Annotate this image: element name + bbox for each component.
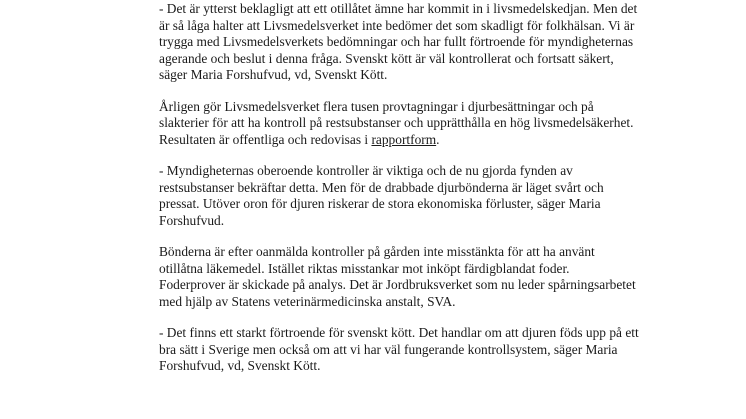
paragraph-sampling (159, 99, 639, 149)
paragraph-sampling-end: . (436, 131, 440, 147)
press-release-body (159, 1, 639, 390)
paragraph-quote-3: - Det finns ett starkt förtroende för svenskt kött. Det handlar om att djuren föds upp på ett bra sätt i Sverige men också om att vi har väl fungerande kontrollsystem, säger Maria Forshufvud, vd, Svenskt Kött. (159, 325, 639, 373)
paragraph-sampling-text: Årligen gör Livsmedelsverket flera tusen provtagningar i djurbesättningar och på slakterier för att ha kontroll på restsubstanser och upprätthålla en hög livsmedelsäkerhet. Resultaten är offentliga och redovisas i (159, 98, 634, 147)
rapportform-link[interactable]: rapportform (371, 131, 437, 147)
paragraph-quote-1: - Det är ytterst beklagligt att ett otillåtet ämne har kommit in i livsmedelskedjan. Men det är så låga halter att Livsmedelsverket inte bedömer det som skadligt för folkhälsan. Vi är trygga med Livsmedelsverkets bedömningar och har fullt förtroende för myndigheternas agerande och beslut i denna fråga. Svenskt kött är väl kontrollerat och fortsatt säkert, säger Maria Forshufvud, vd, Svenskt Kött. (159, 1, 638, 82)
paragraph-quote-2: - Myndigheternas oberoende kontroller är viktiga och de nu gjorda fynden av restsubstanser bekräftar detta. Men för de drabbade djurbönderna är läget svårt och pressat. Utöver oron för djuren riskerar de stora ekonomiska förluster, säger Maria Forshufvud. (159, 163, 604, 228)
paragraph-farmers: Bönderna är efter oanmälda kontroller på gården inte misstänkta för att ha använt otillåtna läkemedel. Istället riktas misstankar mot inköpt färdigblandat foder. Foderprover är skickade på analys. Det är Jordbruksverket som nu leder spårningsarbetet med hjälp av Statens veterinärmedicinska anstalt, SVA. (159, 244, 636, 309)
